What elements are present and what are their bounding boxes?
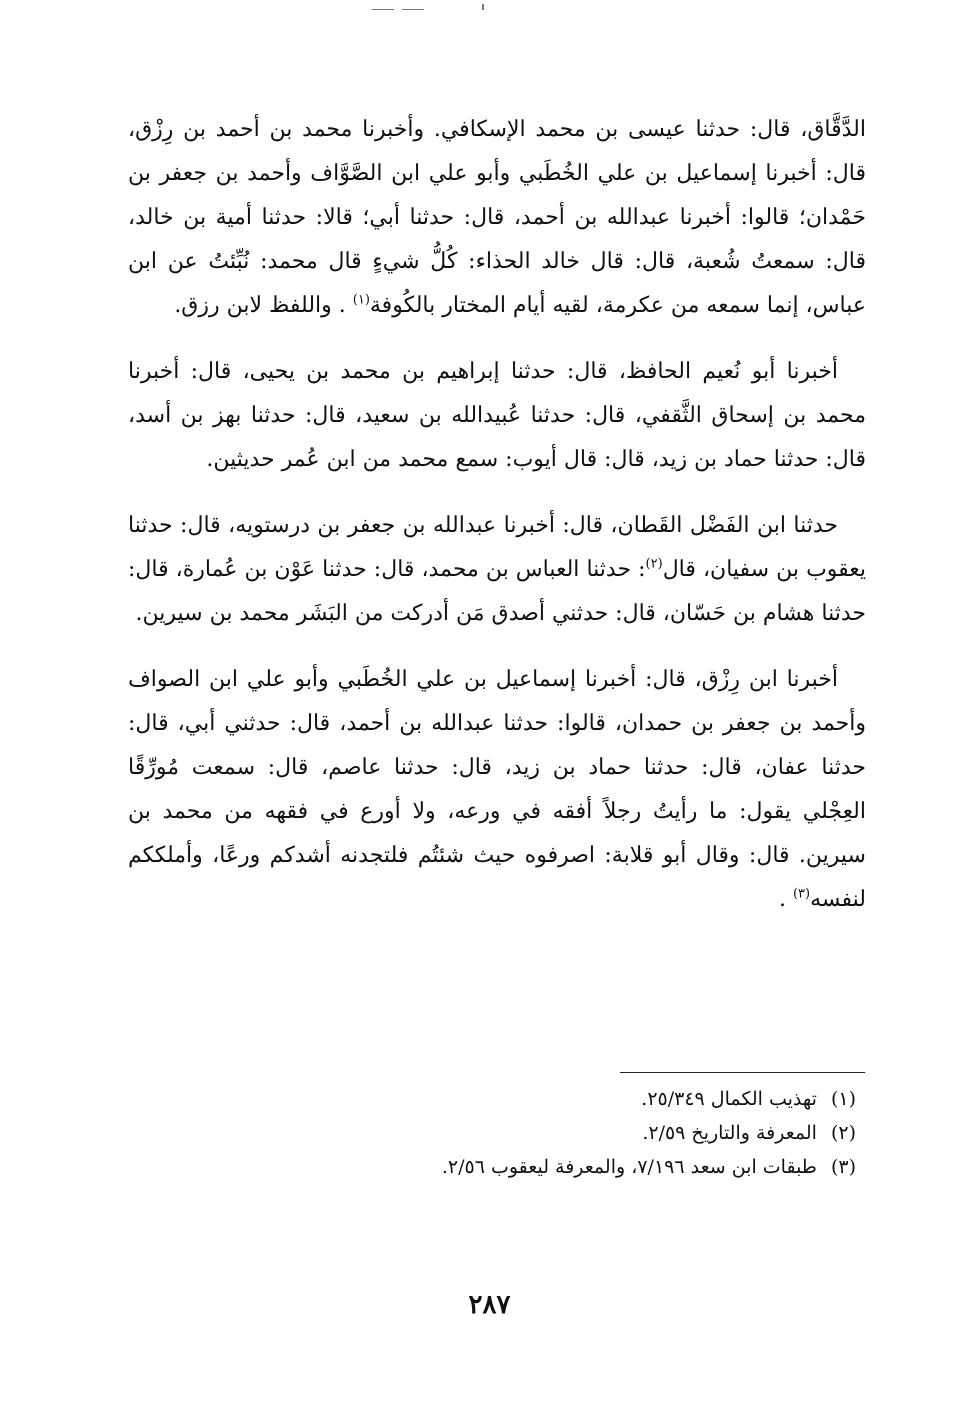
footnotes	[300, 1082, 856, 1184]
paragraph-text: حدثنا ابن الفَضْل القَطان، قال: أخبرنا عبدالله بن جعفر بن درستويه، قال: حدثنا يعقوب بن سفيان، قال	[128, 513, 867, 582]
footnote-text: تهذيب الكمال ٢٥/٣٤٩.	[641, 1088, 817, 1110]
paragraph-3	[128, 504, 866, 636]
paragraph-2	[128, 350, 866, 482]
paragraph-tail: : حدثنا العباس بن محمد، قال: حدثنا عَوْن بن عُمارة، قال: حدثنا هشام بن حَسّان، قال: حدثني أصدق مَن أدركت من البَشَر محمد بن سيرين.	[128, 557, 866, 626]
footnote-ref-1[interactable]: (١)	[352, 292, 370, 308]
footnote-3	[300, 1150, 856, 1184]
paragraph-text: أخبرنا ابن رِزْق، قال: أخبرنا إسماعيل بن علي الخُطَبي وأبو علي ابن الصواف وأحمد بن جعفر بن حمدان، قالوا: حدثنا عبدالله بن أحمد، قال: حدثني أبي، قال: حدثنا عفان، قال: حدثنا حماد بن زيد، قال: حدثنا عاصم، قال: سمعت مُورِّقًا العِجْلي يقول: ما رأيتُ رجلاً أفقه في ورعه، ولا أورع في فقهه من محمد بن سيرين. قال: وقال أبو قلابة: اصرفوه حيث شئتُم فلتجدنه أشدكم ورعًا، وأملككم لنفسه	[128, 667, 866, 912]
footnote-1	[300, 1082, 856, 1116]
scan-mark	[372, 9, 394, 10]
footnote-ref-2[interactable]: (٢)	[645, 556, 663, 572]
footnote-ref-3[interactable]: (٣)	[792, 886, 811, 902]
footnote-text: المعرفة والتاريخ ٢/٥٩.	[642, 1122, 817, 1144]
paragraph-4	[128, 658, 866, 922]
footnote-text: طبقات ابن سعد ٧/١٩٦، والمعرفة ليعقوب ٢/٥٦.	[441, 1156, 817, 1178]
footnote-number: (٢)	[830, 1122, 856, 1144]
paragraph-tail: . واللفظ لابن رزق.	[174, 293, 353, 318]
paragraph-tail: .	[778, 887, 793, 912]
footnote-separator	[620, 1072, 865, 1073]
top-scan-marks	[372, 4, 502, 14]
footnote-number: (١)	[830, 1088, 856, 1110]
page-body	[128, 108, 866, 944]
footnote-2	[300, 1116, 856, 1150]
scan-mark	[402, 9, 424, 10]
paragraph-text: الدَّقَّاق، قال: حدثنا عيسى بن محمد الإسكافي. وأخبرنا محمد بن أحمد بن رِزْق، قال: أخبرنا إسماعيل بن علي الخُطَبي وأبو علي ابن الصَّوَّاف وأحمد بن جعفر بن حَمْدان؛ قالوا: أخبرنا عبدالله بن أحمد، قال: حدثنا أبي؛ قالا: حدثنا أمية بن خالد، قال: سمعتُ شُعبة، قال: قال خالد الحذاء: كُلُّ شيءٍ قال محمد: نُبِّئتُ عن ابن عباس، إنما سمعه من عكرمة، لقيه أيام المختار بالكُوفة	[128, 117, 866, 318]
scan-mark	[482, 4, 484, 10]
footnote-number: (٣)	[830, 1156, 856, 1178]
page-number: ٢٨٧	[468, 1290, 511, 1320]
paragraph-text: أخبرنا أبو نُعيم الحافظ، قال: حدثنا إبراهيم بن محمد بن يحيى، قال: أخبرنا محمد بن إسحاق الثَّقفي، قال: حدثنا عُبيدالله بن سعيد، قال: حدثنا بهز بن أسد، قال: حدثنا حماد بن زيد، قال: قال أيوب: سمع محمد من ابن عُمر حديثين.	[128, 359, 866, 472]
paragraph-1	[128, 108, 866, 328]
